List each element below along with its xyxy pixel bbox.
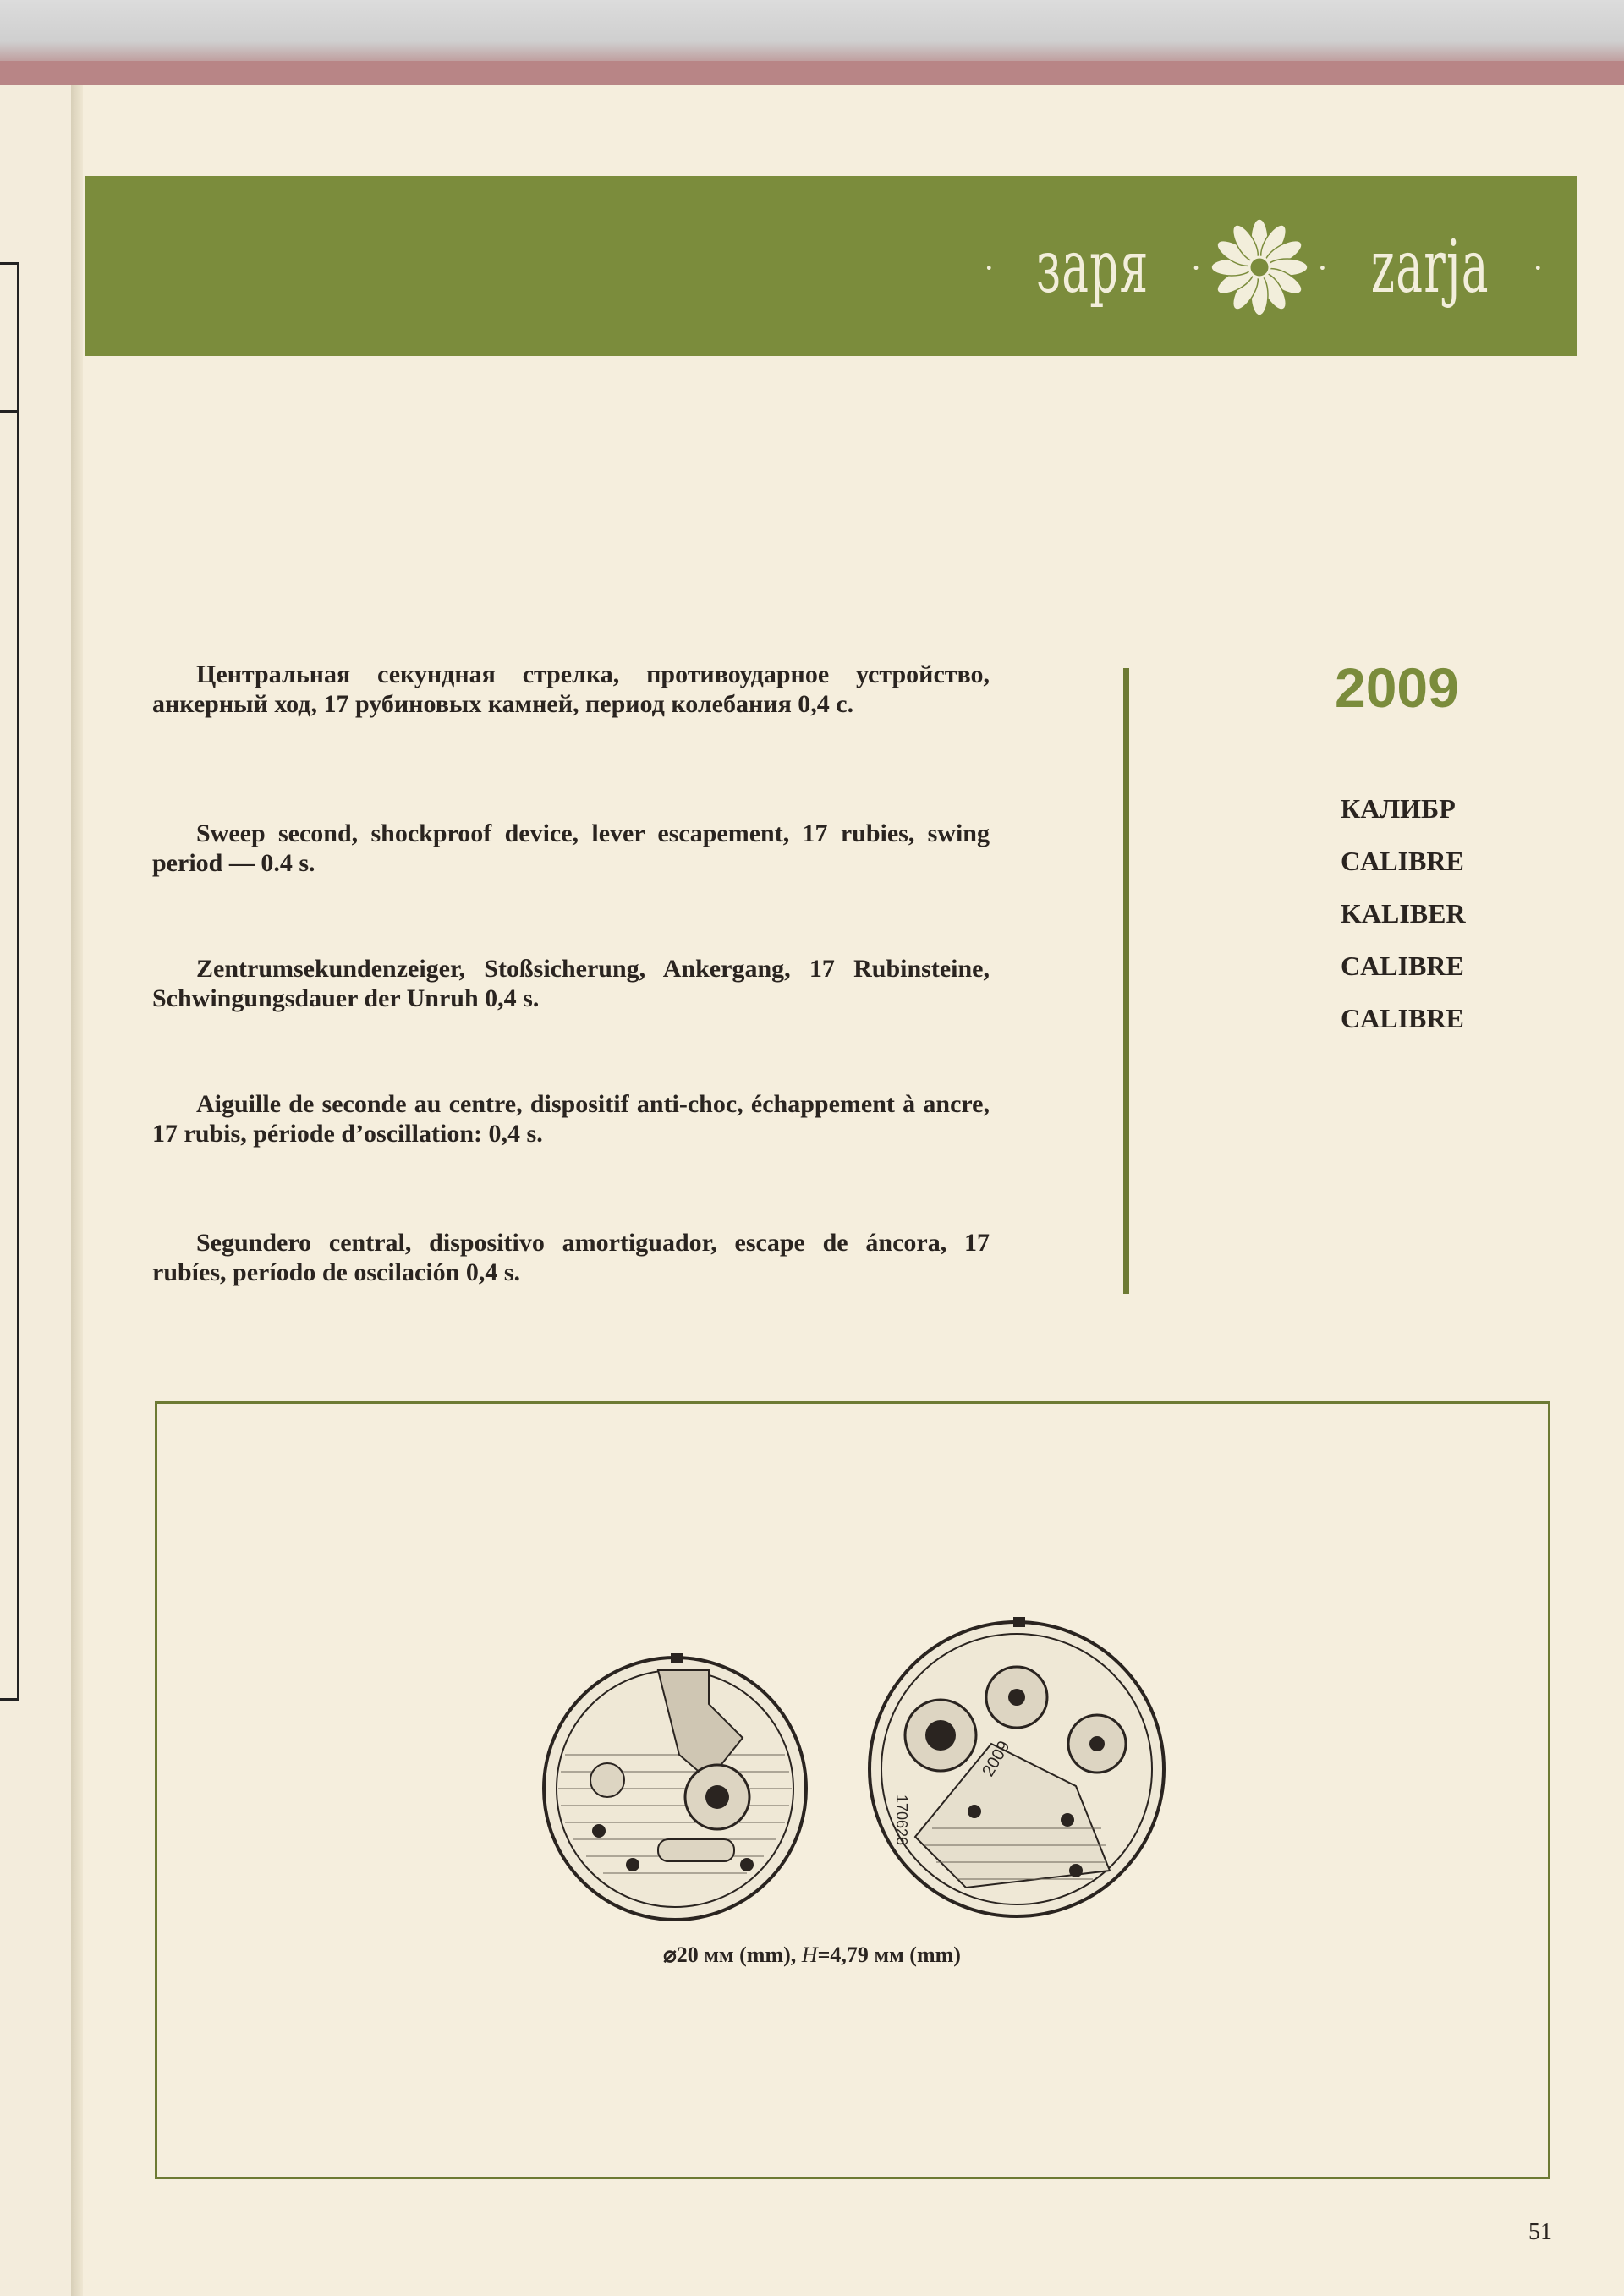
calibre-number: 2009 xyxy=(1335,656,1459,719)
description-german-text: Zentrumsekundenzeiger, Stoßsicherung, Ankergang, 17 Rubinsteine, Schwingungsdauer der Unruh 0,4 s. xyxy=(152,955,990,1012)
brand-dot: · xyxy=(1316,248,1329,287)
movement-illustration-frame xyxy=(155,1401,1550,2179)
calibre-label-french: CALIBRE xyxy=(1341,951,1464,981)
movement-dial-side-image xyxy=(540,1653,810,1924)
description-french xyxy=(152,1089,990,1148)
previous-page-frame xyxy=(0,262,19,1701)
brand-name-latin: zarja xyxy=(1370,225,1490,310)
description-spanish xyxy=(152,1228,990,1287)
previous-page-rule xyxy=(0,410,17,413)
movement-engraving-number: 2009 xyxy=(979,1737,1014,1780)
calibre-label-list xyxy=(1341,782,1466,1044)
brand-dot: · xyxy=(1190,248,1202,287)
scan-top-strip xyxy=(0,0,1624,69)
vertical-divider xyxy=(1123,668,1129,1294)
description-german xyxy=(152,954,990,1013)
calibre-label-spanish: CALIBRE xyxy=(1341,1003,1464,1033)
brand-header-band xyxy=(85,176,1577,356)
caption-height: =4,79 мм (mm) xyxy=(817,1943,961,1967)
description-french-text: Aiguille de seconde au centre, dispositif anti-choc, échappement à ancre, 17 rubis, période d’oscillation: 0,4 s. xyxy=(152,1090,990,1148)
calibre-label-russian: КАЛИБР xyxy=(1341,793,1456,824)
description-russian-text: Центральная секундная стрелка, противоударное устройство, анкерный ход, 17 рубиновых камней, период колебания 0,4 с. xyxy=(152,660,990,718)
description-english-text: Sweep second, shockproof device, lever escapement, 17 rubies, swing period — 0.4 s. xyxy=(152,819,990,877)
brand-logo xyxy=(984,191,1544,343)
dimensions-caption xyxy=(0,1943,1624,1968)
movement-serial-number: 170626 xyxy=(893,1795,910,1846)
description-english xyxy=(152,819,990,878)
flower-emblem-icon xyxy=(1209,216,1310,318)
description-russian xyxy=(152,660,990,719)
movement-bridge-side-image xyxy=(864,1617,1169,1921)
brand-dot: · xyxy=(983,248,995,287)
brand-name-cyrillic: заря xyxy=(1035,225,1149,310)
page-number: 51 xyxy=(1528,2219,1552,2245)
brand-dot: · xyxy=(1532,248,1544,287)
caption-diameter: ⌀20 мм (mm), xyxy=(663,1943,802,1967)
caption-height-symbol: H xyxy=(801,1943,818,1967)
calibre-label-german: KALIBER xyxy=(1341,898,1466,929)
description-spanish-text: Segundero central, dispositivo amortiguador, escape de áncora, 17 rubíes, período de oscilación 0,4 s. xyxy=(152,1229,990,1286)
calibre-label-english: CALIBRE xyxy=(1341,846,1464,876)
